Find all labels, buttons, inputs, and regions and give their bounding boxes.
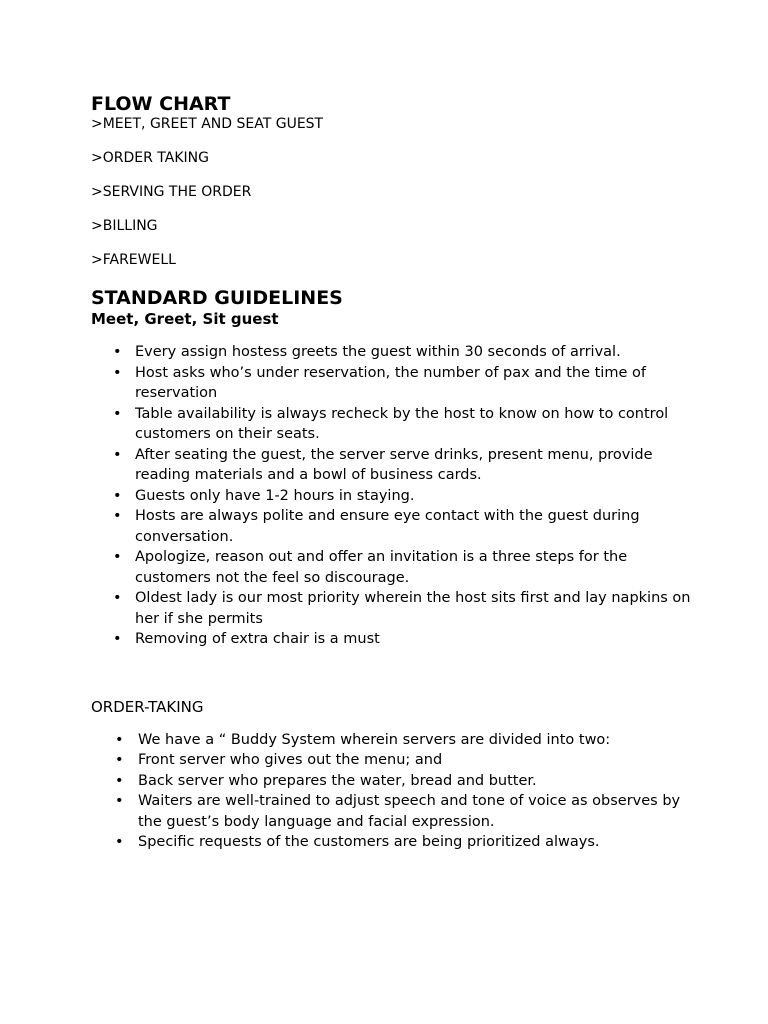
flow-chart-item: >ORDER TAKING: [91, 150, 209, 166]
bullet-item: • Waiters are well-trained to adjust speech and tone of voice as observes by the guest’s body language and facial expression.: [91, 791, 691, 832]
flow-chart-item: >BILLING: [91, 218, 158, 234]
bullet-item: • Removing of extra chair is a must: [91, 629, 691, 650]
flow-chart-item: >SERVING THE ORDER: [91, 184, 252, 200]
meet-greet-bullet-list: [91, 342, 691, 650]
order-taking-title: ORDER-TAKING: [91, 697, 204, 716]
flow-chart-list: [91, 116, 691, 269]
bullet-item: • Apologize, reason out and offer an invitation is a three steps for the customers not the feel so discourage.: [91, 547, 691, 588]
bullet-item: • Back server who prepares the water, bread and butter.: [91, 771, 691, 792]
bullet-item: • We have a “ Buddy System wherein servers are divided into two:: [91, 730, 691, 751]
bullet-item: • After seating the guest, the server serve drinks, present menu, provide reading materials and a bowl of business cards.: [91, 445, 691, 486]
bullet-item: • Hosts are always polite and ensure eye contact with the guest during conversation.: [91, 506, 691, 547]
flow-chart-item: >FAREWELL: [91, 252, 176, 268]
order-taking-section: [91, 698, 691, 853]
bullet-item: • Oldest lady is our most priority wherein the host sits first and lay napkins on her if she permits: [91, 588, 691, 629]
bullet-item: • Specific requests of the customers are being prioritized always.: [91, 832, 691, 853]
meet-greet-subtitle: Meet, Greet, Sit guest: [91, 310, 279, 328]
bullet-item: • Front server who gives out the menu; and: [91, 750, 691, 771]
flow-chart-item: >MEET, GREET AND SEAT GUEST: [91, 116, 324, 132]
bullet-item: • Every assign hostess greets the guest within 30 seconds of arrival.: [91, 342, 691, 363]
bullet-item: • Guests only have 1-2 hours in staying.: [91, 486, 691, 507]
bullet-item: • Table availability is always recheck by the host to know on how to control customers on their seats.: [91, 404, 691, 445]
document-page: [91, 92, 691, 853]
flow-chart-title: FLOW CHART: [91, 93, 231, 115]
bullet-item: • Host asks who’s under reservation, the number of pax and the time of reservation: [91, 363, 691, 404]
order-taking-bullet-list: [91, 730, 691, 853]
standard-guidelines-title: STANDARD GUIDELINES: [91, 287, 343, 309]
